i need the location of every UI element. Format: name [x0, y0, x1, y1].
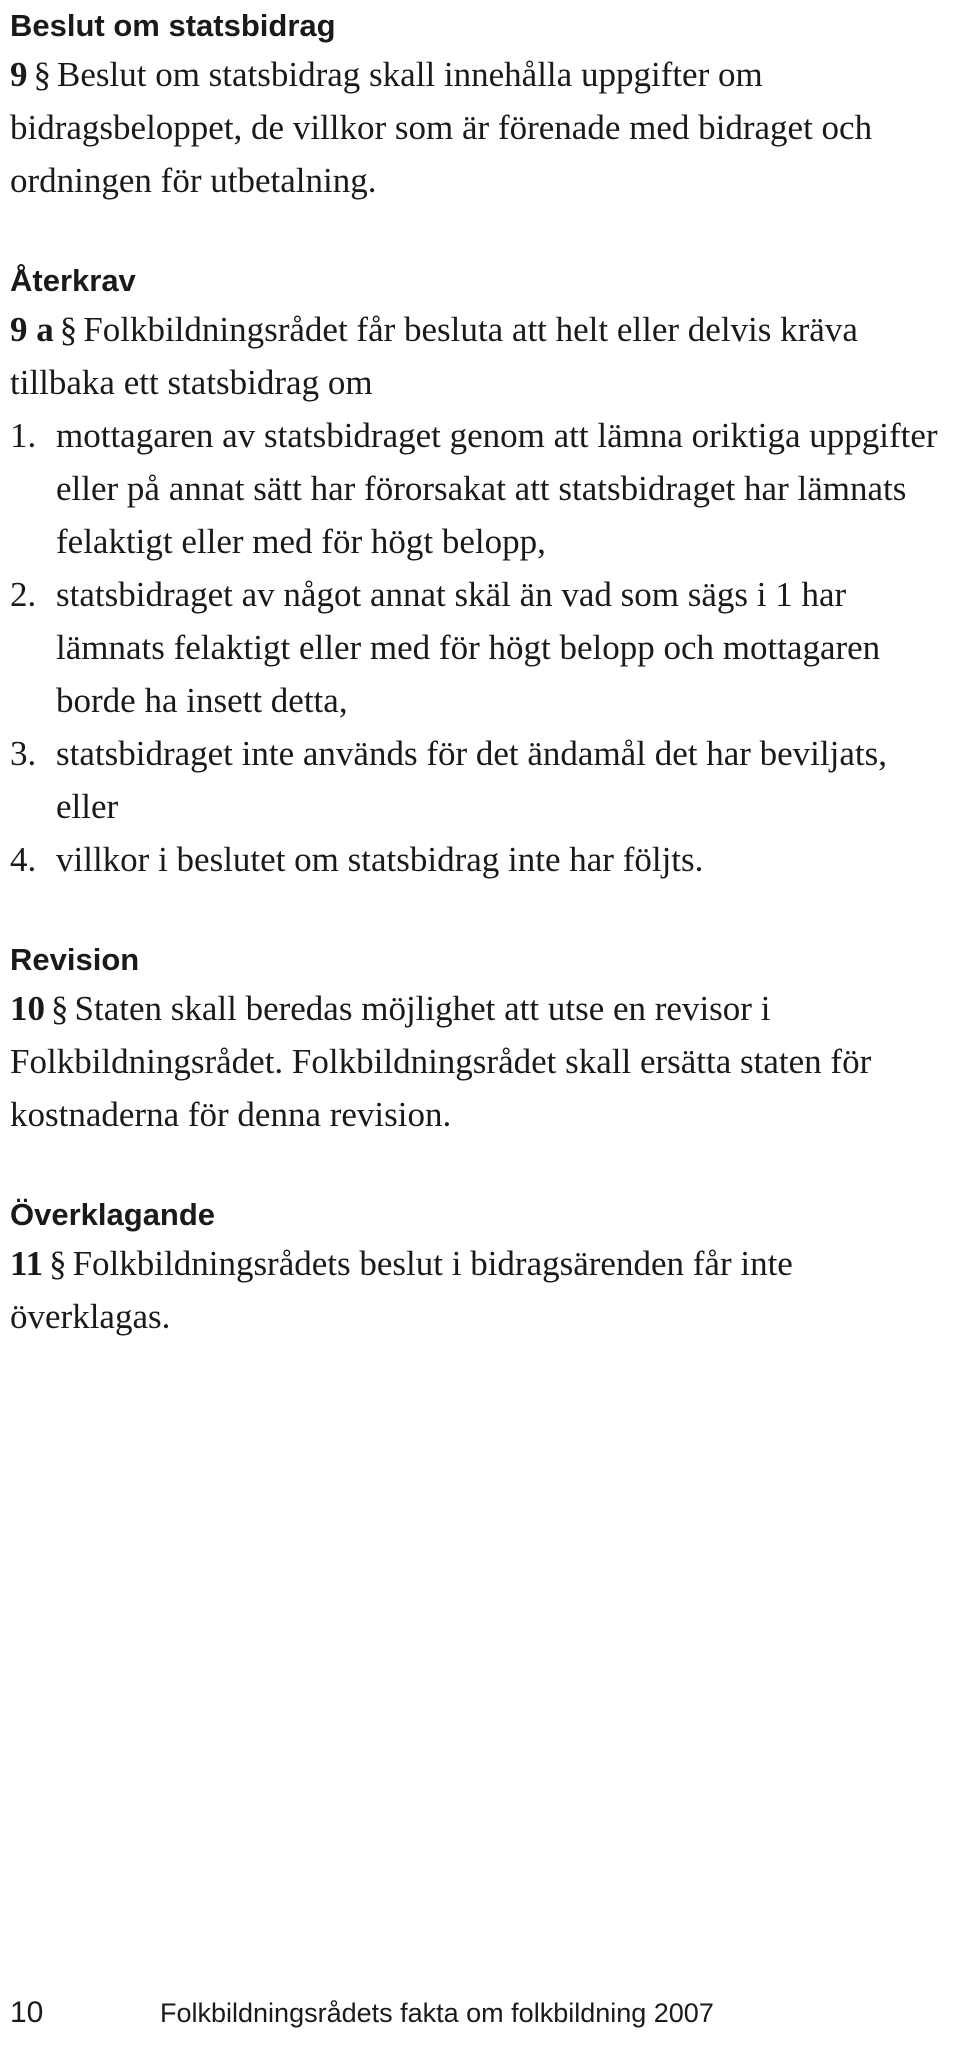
- list-item: [10, 833, 950, 886]
- paragraph-number: 9: [10, 55, 28, 94]
- section-paragraph: [10, 303, 950, 409]
- paragraph-text: Beslut om statsbidrag skall innehålla uppgifter om bidragsbeloppet, de villkor som är förenade med bidraget och ordningen för utbetalning.: [10, 55, 873, 200]
- list-item-text: statsbidraget av något annat skäl än vad som sägs i 1 har lämnats felaktigt eller med för högt belopp och mottagaren borde ha insett detta,: [56, 575, 881, 720]
- section-sign: §: [33, 55, 51, 94]
- section-overklagande: [10, 1193, 950, 1343]
- section-paragraph: [10, 982, 950, 1141]
- document-body: [10, 4, 950, 1343]
- list-item-number: 3.: [10, 734, 37, 773]
- publication-title: Folkbildningsrådets fakta om folkbildning 2007: [160, 1998, 714, 2028]
- list-item-number: 2.: [10, 575, 37, 614]
- paragraph-text: Staten skall beredas möjlighet att utse en revisor i Folkbildningsrådet. Folkbildningsrådet skall ersätta staten för kostnaderna för denna revision.: [10, 989, 872, 1134]
- section-sign: §: [49, 1244, 67, 1283]
- page-number: 10: [10, 1996, 44, 2029]
- section-paragraph: [10, 48, 950, 207]
- paragraph-text: Folkbildningsrådets beslut i bidragsärenden får inte överklagas.: [10, 1244, 793, 1336]
- paragraph-text: Folkbildningsrådet får besluta att helt eller delvis kräva tillbaka ett statsbidrag om: [10, 310, 858, 402]
- section-heading: Överklagande: [10, 1197, 216, 1232]
- list-item: [10, 568, 950, 727]
- section-sign: §: [59, 310, 78, 349]
- paragraph-number: 9 a: [10, 310, 54, 349]
- section-heading: Återkrav: [10, 263, 136, 298]
- section-heading: Revision: [10, 942, 140, 977]
- list-item-number: 4.: [10, 840, 37, 879]
- list-item-text: villkor i beslutet om statsbidrag inte har följts.: [56, 840, 704, 879]
- list-item: [10, 409, 950, 568]
- condition-list: [10, 409, 950, 886]
- paragraph-number: 10: [10, 989, 45, 1028]
- section-aterkrav: [10, 259, 950, 886]
- section-beslut-om-statsbidrag: [10, 4, 950, 207]
- list-item: [10, 727, 950, 833]
- list-item-text: statsbidraget inte används för det ändamål det har beviljats, eller: [56, 734, 887, 826]
- list-item-text: mottagaren av statsbidraget genom att lämna oriktiga uppgifter eller på annat sätt har förorsakat att statsbidraget har lämnats felaktigt eller med för högt belopp,: [56, 416, 938, 561]
- section-revision: [10, 938, 950, 1141]
- page-footer: [10, 1995, 950, 2031]
- list-item-number: 1.: [10, 416, 37, 455]
- section-paragraph: [10, 1237, 950, 1343]
- section-heading: Beslut om statsbidrag: [10, 8, 336, 43]
- section-sign: §: [51, 989, 69, 1028]
- paragraph-number: 11: [10, 1244, 44, 1283]
